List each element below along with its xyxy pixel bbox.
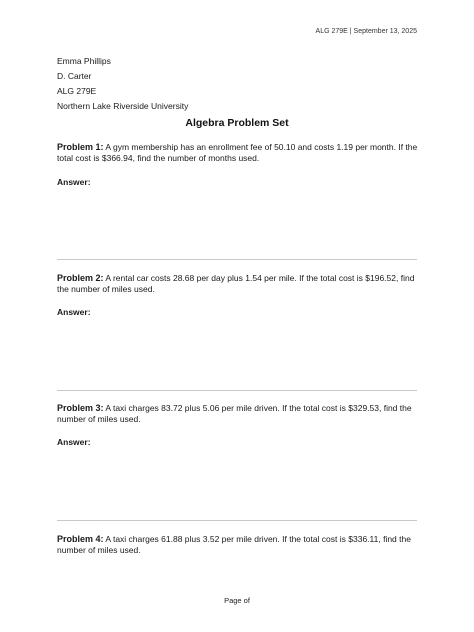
course-code: ALG 279E xyxy=(57,86,97,96)
answer-label: Answer: xyxy=(57,437,91,447)
problem-text: A gym membership has an enrollment fee of 50.10 and costs 1.19 per month. If the total cost is $366.94, find the number of months used. xyxy=(57,142,418,163)
divider xyxy=(57,390,417,391)
student-name: Emma Phillips xyxy=(57,56,111,66)
problem-text: A taxi charges 83.72 plus 5.06 per mile driven. If the total cost is $329.53, find the number of miles used. xyxy=(57,403,412,424)
author-block xyxy=(57,54,188,114)
instructor-name: D. Carter xyxy=(57,71,92,81)
problem-2 xyxy=(57,273,422,295)
problem-1 xyxy=(57,142,422,164)
divider xyxy=(57,259,417,260)
page-footer: Page of xyxy=(224,596,250,605)
problem-text: A taxi charges 61.88 plus 3.52 per mile driven. If the total cost is $336.11, find the number of miles used. xyxy=(57,534,411,555)
divider xyxy=(57,520,417,521)
problem-label: Problem 3: xyxy=(57,403,104,413)
problem-3 xyxy=(57,403,422,425)
page-title: Algebra Problem Set xyxy=(185,117,289,129)
university-name: Northern Lake Riverside University xyxy=(57,101,189,111)
problem-4 xyxy=(57,534,422,556)
problem-text: A rental car costs 28.68 per day plus 1.54 per mile. If the total cost is $196.52, find the number of miles used. xyxy=(57,273,415,294)
problem-label: Problem 2: xyxy=(57,273,104,283)
answer-label: Answer: xyxy=(57,307,91,317)
problem-label: Problem 1: xyxy=(57,142,104,152)
answer-label: Answer: xyxy=(57,177,91,187)
problem-label: Problem 4: xyxy=(57,534,104,544)
header-course-date: ALG 279E | September 13, 2025 xyxy=(315,28,417,35)
